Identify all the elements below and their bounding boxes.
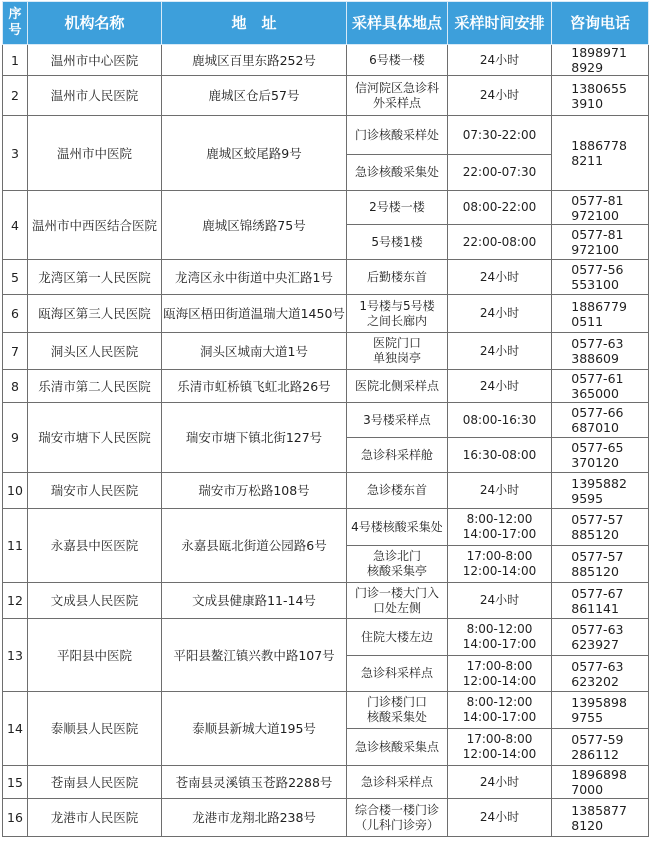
row-number: 10	[3, 473, 28, 509]
row-number: 6	[3, 295, 28, 333]
table-row	[3, 76, 649, 116]
sampling-location: 5号楼1楼	[347, 225, 448, 260]
row-number: 12	[3, 583, 28, 619]
row-number: 11	[3, 509, 28, 583]
phone-number: 0577-57885120	[571, 549, 624, 579]
sampling-location: 医院门口 单独岗亭	[347, 333, 448, 370]
sampling-location: 门诊核酸采样处	[347, 116, 448, 155]
sampling-location: 4号楼核酸采集处	[347, 509, 448, 546]
row-number: 4	[3, 191, 28, 260]
hospital-address: 瑞安市万松路108号	[162, 473, 347, 509]
hospital-name: 龙港市人民医院	[28, 799, 162, 837]
hospital-address: 文成县健康路11-14号	[162, 583, 347, 619]
sampling-time: 16:30-08:00	[448, 438, 552, 473]
sampling-location: 急诊核酸采集处	[347, 155, 448, 191]
sampling-time: 22:00-07:30	[448, 155, 552, 191]
sampling-location: 6号楼一楼	[347, 45, 448, 76]
sampling-location: 门诊一楼大门入 口处左侧	[347, 583, 448, 619]
sampling-time: 24小时	[448, 583, 552, 619]
row-number: 8	[3, 370, 28, 403]
phone-cell	[552, 619, 649, 656]
hospital-name: 瑞安市人民医院	[28, 473, 162, 509]
row-number: 15	[3, 766, 28, 799]
phone-cell	[552, 403, 649, 438]
phone-cell	[552, 438, 649, 473]
phone-cell	[552, 692, 649, 729]
row-number: 7	[3, 333, 28, 370]
hospital-address: 龙港市龙翔北路238号	[162, 799, 347, 837]
hospital-name: 瑞安市塘下人民医院	[28, 403, 162, 473]
phone-number: 0577-56553100	[571, 262, 624, 292]
row-number: 16	[3, 799, 28, 837]
hospital-name: 温州市中医院	[28, 116, 162, 191]
phone-number: 0577-59286112	[571, 732, 624, 762]
table-row	[3, 403, 649, 438]
table-row	[3, 370, 649, 403]
phone-number: 0577-57885120	[571, 512, 624, 542]
table-row	[3, 619, 649, 656]
sampling-time: 24小时	[448, 333, 552, 370]
sampling-time: 24小时	[448, 473, 552, 509]
table-body	[3, 45, 649, 837]
hospital-address: 瑞安市塘下镇北街127号	[162, 403, 347, 473]
phone-cell	[552, 45, 649, 76]
sampling-location: 急诊核酸采集点	[347, 729, 448, 766]
phone-cell	[552, 116, 649, 191]
hospital-address: 平阳县鳌江镇兴教中路107号	[162, 619, 347, 692]
phone-cell	[552, 546, 649, 583]
hospital-name: 瓯海区第三人民医院	[28, 295, 162, 333]
phone-number: 0577-63388609	[571, 336, 624, 366]
sampling-location: 2号楼一楼	[347, 191, 448, 225]
hospital-name: 文成县人民医院	[28, 583, 162, 619]
sampling-location: 急诊北门 核酸采集亭	[347, 546, 448, 583]
sampling-time: 17:00-8:00 12:00-14:00	[448, 546, 552, 583]
hospital-address: 鹿城区百里东路252号	[162, 45, 347, 76]
phone-cell	[552, 295, 649, 333]
sampling-time: 24小时	[448, 76, 552, 116]
sampling-location: 信河院区急诊科 外采样点	[347, 76, 448, 116]
sampling-time: 24小时	[448, 766, 552, 799]
hospital-name: 龙湾区第一人民医院	[28, 260, 162, 295]
sampling-time: 24小时	[448, 799, 552, 837]
table-row	[3, 45, 649, 76]
sampling-time: 24小时	[448, 295, 552, 333]
table-row	[3, 191, 649, 225]
phone-cell	[552, 766, 649, 799]
phone-cell	[552, 799, 649, 837]
header-address: 地 址	[162, 2, 347, 45]
phone-number: 13806553910	[571, 80, 627, 111]
table-row	[3, 260, 649, 295]
row-number: 3	[3, 116, 28, 191]
hospital-address: 鹿城区仓后57号	[162, 76, 347, 116]
hospital-name: 温州市中心医院	[28, 45, 162, 76]
phone-number: 0577-63623202	[571, 658, 624, 689]
phone-cell	[552, 333, 649, 370]
row-number: 9	[3, 403, 28, 473]
hospital-address: 瓯海区梧田街道温瑞大道1450号	[162, 295, 347, 333]
sampling-location: 急诊科采样舱	[347, 438, 448, 473]
phone-number: 0577-66687010	[571, 405, 624, 435]
hospital-name: 温州市人民医院	[28, 76, 162, 116]
row-number: 13	[3, 619, 28, 692]
hospital-name: 永嘉县中医医院	[28, 509, 162, 583]
hospital-address: 龙湾区永中街道中央汇路1号	[162, 260, 347, 295]
sampling-location: 1号楼与5号楼 之间长廊内	[347, 295, 448, 333]
row-number: 5	[3, 260, 28, 295]
sampling-location: 综合楼一楼门诊 （儿科门诊旁）	[347, 799, 448, 837]
phone-number: 18867788211	[571, 138, 627, 168]
sampling-location: 急诊科采样点	[347, 656, 448, 692]
table-row	[3, 509, 649, 546]
phone-cell	[552, 583, 649, 619]
sampling-location: 门诊楼门口 核酸采集处	[347, 692, 448, 729]
sampling-time: 22:00-08:00	[448, 225, 552, 260]
table-row	[3, 583, 649, 619]
table-row	[3, 692, 649, 729]
header-hospital: 机构名称	[28, 2, 162, 45]
header-schedule: 采样时间安排	[448, 2, 552, 45]
hospital-address: 乐清市虹桥镇飞虹北路26号	[162, 370, 347, 403]
sampling-time: 08:00-16:30	[448, 403, 552, 438]
phone-cell	[552, 729, 649, 766]
phone-number: 18867790511	[571, 298, 627, 329]
sampling-time: 17:00-8:00 12:00-14:00	[448, 729, 552, 766]
sampling-time: 8:00-12:00 14:00-17:00	[448, 619, 552, 656]
phone-number: 0577-81972100	[571, 227, 624, 257]
phone-number: 0577-63623927	[571, 622, 624, 652]
header-location: 采样具体地点	[347, 2, 448, 45]
phone-number: 0577-81972100	[571, 192, 624, 223]
sampling-time: 8:00-12:00 14:00-17:00	[448, 692, 552, 729]
testing-sites-table	[2, 1, 649, 837]
row-number: 2	[3, 76, 28, 116]
table-row	[3, 295, 649, 333]
phone-cell	[552, 76, 649, 116]
phone-number: 13858778120	[571, 802, 627, 833]
header-seq: 序号	[3, 2, 28, 45]
hospital-address: 鹿城区锦绣路75号	[162, 191, 347, 260]
phone-cell	[552, 473, 649, 509]
hospital-name: 温州市中西医结合医院	[28, 191, 162, 260]
phone-number: 13958829595	[571, 475, 627, 506]
phone-cell	[552, 225, 649, 260]
hospital-name: 平阳县中医院	[28, 619, 162, 692]
hospital-name: 泰顺县人民医院	[28, 692, 162, 766]
table-row	[3, 116, 649, 155]
phone-cell	[552, 191, 649, 225]
phone-number: 18968987000	[571, 767, 627, 797]
hospital-address: 洞头区城南大道1号	[162, 333, 347, 370]
sampling-time: 8:00-12:00 14:00-17:00	[448, 509, 552, 546]
hospital-address: 苍南县灵溪镇玉苍路2288号	[162, 766, 347, 799]
sampling-time: 24小时	[448, 370, 552, 403]
phone-number: 0577-61365000	[571, 371, 624, 401]
hospital-name: 苍南县人民医院	[28, 766, 162, 799]
hospital-address: 永嘉县瓯北街道公园路6号	[162, 509, 347, 583]
sampling-time: 24小时	[448, 45, 552, 76]
table-row	[3, 473, 649, 509]
sampling-time: 07:30-22:00	[448, 116, 552, 155]
sampling-time: 08:00-22:00	[448, 191, 552, 225]
phone-cell	[552, 656, 649, 692]
sampling-location: 医院北侧采样点	[347, 370, 448, 403]
phone-cell	[552, 370, 649, 403]
phone-cell	[552, 260, 649, 295]
sampling-location: 3号楼采样点	[347, 403, 448, 438]
sampling-time: 17:00-8:00 12:00-14:00	[448, 656, 552, 692]
table-row	[3, 766, 649, 799]
row-number: 14	[3, 692, 28, 766]
sampling-time: 24小时	[448, 260, 552, 295]
hospital-address: 泰顺县新城大道195号	[162, 692, 347, 766]
phone-number: 13958989755	[571, 695, 627, 725]
hospital-name: 乐清市第二人民医院	[28, 370, 162, 403]
table-header-row	[3, 2, 649, 45]
phone-number: 18989718929	[571, 45, 627, 75]
sampling-location: 急诊楼东首	[347, 473, 448, 509]
sampling-location: 后勤楼东首	[347, 260, 448, 295]
header-phone: 咨询电话	[552, 2, 649, 45]
phone-cell	[552, 509, 649, 546]
row-number: 1	[3, 45, 28, 76]
hospital-name: 洞头区人民医院	[28, 333, 162, 370]
sampling-location: 急诊科采样点	[347, 766, 448, 799]
table-row	[3, 333, 649, 370]
sampling-location: 住院大楼左边	[347, 619, 448, 656]
table-row	[3, 799, 649, 837]
phone-number: 0577-65370120	[571, 440, 624, 470]
hospital-address: 鹿城区蛟尾路9号	[162, 116, 347, 191]
phone-number: 0577-67861141	[571, 585, 624, 616]
